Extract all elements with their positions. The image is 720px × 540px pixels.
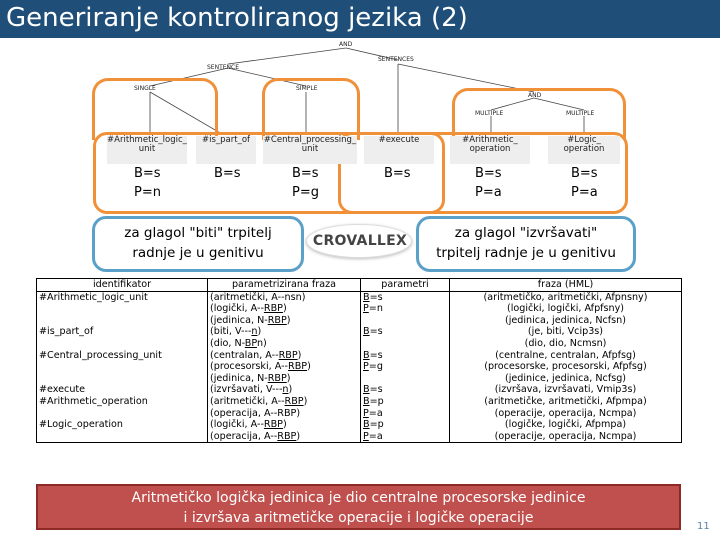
callout-biti [92, 216, 304, 272]
leaf-label: unit [138, 144, 156, 154]
param-cell [363, 338, 447, 350]
tree-node-multiple: MULTIPLE [475, 110, 504, 117]
param-p: P=n [134, 185, 161, 200]
leaf-node [548, 136, 620, 164]
identifier-cell [39, 361, 205, 373]
phrase-cell: (dio, N-BPn) [210, 337, 267, 349]
callout-text: trpitelj radnje je u genitivu [436, 245, 616, 261]
phrase-cell: (logički, A--RBP) [210, 303, 287, 315]
param-cell [363, 373, 447, 385]
identifier-cell: #Arithmetic_operation [39, 395, 148, 407]
param-b: B=s [475, 166, 502, 181]
table-header-row [37, 279, 682, 292]
hml-cell: (je, biti, Vcip3s) [527, 326, 604, 338]
param-p: P=g [292, 185, 319, 200]
tree-node-sentences: SENTENCES [378, 56, 414, 63]
column-header: parametrizirana fraza [208, 279, 361, 292]
leaf-params [571, 164, 598, 202]
param-cell: B=p [363, 395, 384, 407]
hml-cell: (procesorske, procesorski, Afpfsg) [484, 361, 647, 373]
leaf-label: #Central_processing_ [263, 135, 357, 145]
leaf-params [214, 164, 241, 183]
param-cell: B=s [363, 384, 383, 396]
param-b: B=s [134, 166, 161, 181]
param-b: B=s [292, 166, 319, 181]
slide-title: Generiranje kontroliranog jezika (2) [6, 3, 468, 33]
leaf-label: operation [469, 144, 511, 154]
phrase-cell: (logički, A--RBP) [210, 419, 287, 431]
phrase-cell: (procesorski, A--RBP) [210, 361, 311, 373]
leaf-params [475, 164, 502, 202]
tree-node-single: SINGLE [134, 85, 156, 92]
leaf-label: unit [301, 144, 319, 154]
crovallex-logo [300, 222, 420, 260]
param-cell [363, 315, 447, 327]
param-cell: P=n [363, 303, 383, 315]
leaf-params [292, 164, 319, 202]
leaf-node [364, 136, 434, 164]
leaf-params [134, 164, 161, 202]
identifier-cell [39, 408, 205, 420]
hml-cell: (centralne, centralan, Afpfsg) [495, 349, 636, 361]
leaf-node [107, 136, 187, 164]
hml-cell: (aritmetičke, aritmetički, Afpmpa) [484, 395, 647, 407]
phrase-cell: (centralan, A--RBP) [210, 349, 302, 361]
tree-node-simple: SIMPLE [296, 85, 318, 92]
hml-cell: (logičke, logički, Afpmpa) [504, 419, 627, 431]
params-column [361, 291, 450, 443]
highlight-outline [262, 78, 360, 140]
param-b: B=s [214, 166, 241, 181]
leaf-label: #Arithmetic_ [462, 135, 518, 145]
table-row [37, 291, 682, 443]
leaf-label: operation [563, 144, 605, 154]
leaf-label: #Arithmetic_logic_ [107, 135, 187, 145]
identifier-column [37, 291, 208, 443]
identifier-cell [39, 315, 205, 327]
tree-node-multiple: MULTIPLE [566, 110, 595, 117]
identifier-cell: #Logic_operation [39, 419, 123, 431]
identifier-cell [39, 373, 205, 385]
identifier-cell: #execute [39, 384, 86, 396]
highlight-outline [92, 78, 218, 140]
leaf-node [196, 136, 256, 164]
callout-text: radnje je u genitivu [132, 245, 264, 261]
callout-text: za glagol "izvršavati" [454, 225, 598, 241]
leaf-node [263, 136, 357, 164]
phrase-cell: (biti, V---n) [210, 326, 262, 338]
param-b: B=s [571, 166, 598, 181]
param-cell: B=s [363, 349, 383, 361]
hml-cell: (aritmetičko, aritmetički, Afpnsny) [483, 291, 648, 303]
summary-line: i izvršava aritmetičke operacije i logičke operacije [183, 510, 534, 526]
identifier-cell [39, 303, 205, 315]
column-header: identifikator [37, 279, 208, 292]
param-cell: B=s [363, 291, 383, 303]
hml-cell: (jedinice, jedinica, Ncfsg) [504, 372, 627, 384]
phrase-column [208, 291, 361, 443]
leaf-params [384, 164, 411, 183]
param-cell: P=g [363, 361, 383, 373]
page-number: 11 [697, 521, 710, 532]
leaf-label: #execute [378, 135, 420, 145]
phrase-cell: (aritmetički, A--nsn) [210, 291, 306, 303]
param-p: P=a [475, 185, 502, 200]
logo-text: CROVALLEX [312, 233, 408, 249]
phrase-cell: (operacija, A--RBP) [210, 430, 301, 442]
leaf-label: #Logic_ [567, 135, 601, 145]
tree-node-and-sub: AND [528, 92, 542, 99]
param-p: P=a [571, 185, 598, 200]
param-cell: P=a [363, 430, 383, 442]
phrase-cell: (operacija, A--RBP) [210, 407, 301, 419]
mapping-table [36, 278, 682, 443]
identifier-cell [39, 431, 205, 443]
phrase-cell: (jedinica, N-RBP) [210, 314, 291, 326]
column-header: parametri [361, 279, 450, 292]
hml-cell: (jedinica, jedinica, Ncfsn) [504, 314, 627, 326]
param-b: B=s [384, 166, 411, 181]
param-cell: B=p [363, 419, 384, 431]
hml-cell: (operacije, operacija, Ncmpa) [494, 407, 637, 419]
callout-izvrsavati [416, 216, 636, 272]
leaf-node [450, 136, 530, 164]
tree-node-sentence: SENTENCE [207, 64, 240, 71]
hml-cell: (logički, logički, Afpfsny) [506, 303, 625, 315]
hml-cell: (dio, dio, Ncmsn) [524, 337, 607, 349]
column-header: fraza (HML) [450, 279, 682, 292]
hml-cell: (izvršava, izvršavati, Vmip3s) [494, 384, 637, 396]
hml-cell: (operacije, operacija, Ncmpa) [494, 430, 637, 442]
summary-line: Aritmetičko logička jedinica je dio centralne procesorske jedinice [131, 490, 586, 506]
phrase-cell: (izvršavati, V---n) [210, 384, 293, 396]
param-cell: B=s [363, 326, 383, 338]
summary-box [36, 484, 681, 530]
identifier-cell [39, 338, 205, 350]
param-cell: P=a [363, 407, 383, 419]
phrase-cell: (jedinica, N-RBP) [210, 372, 291, 384]
identifier-cell: #Central_processing_unit [39, 349, 162, 361]
leaf-label: #is_part_of [201, 135, 251, 145]
title-bar [0, 0, 720, 38]
callout-text: za glagol "biti" trpitelj [124, 225, 272, 241]
phrase-cell: (aritmetički, A--RBP) [210, 395, 308, 407]
hml-column [450, 291, 682, 443]
tree-node-and: AND [339, 41, 353, 48]
identifier-cell: #is_part_of [39, 326, 94, 338]
identifier-cell: #Arithmetic_logic_unit [39, 291, 148, 303]
